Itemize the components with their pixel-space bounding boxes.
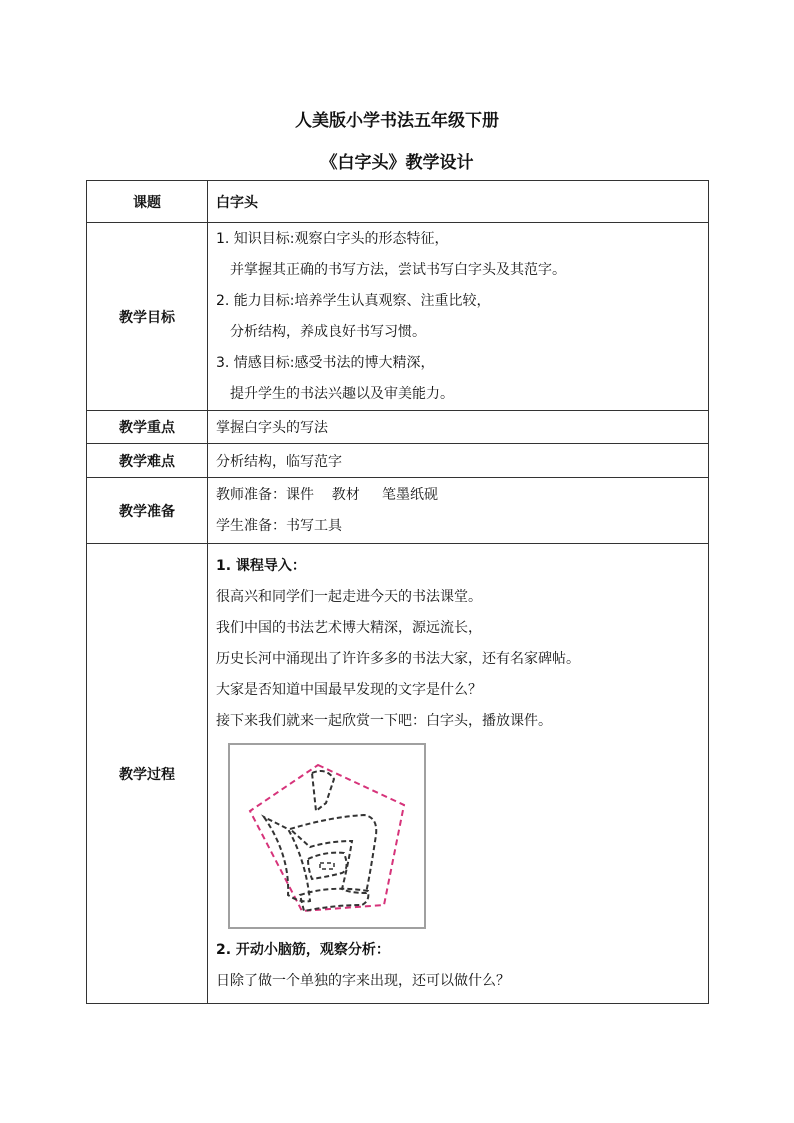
process-line: 历史长河中涌现出了许许多多的书法大家，还有名家碑帖。 [216,650,580,667]
goal-line: 1. 知识目标:观察白字头的形态特征， [216,230,449,247]
stroke-middle-inner [320,863,334,869]
stroke-dot [312,771,334,811]
label-difficulty: 教学难点 [87,444,208,478]
section-heading-analysis: 2. 开动小脑筋，观察分析： [216,941,390,958]
row-key-point [87,411,709,444]
bai-character-outline-image [230,745,424,927]
row-difficulty [87,444,709,478]
value-preparation [208,478,709,544]
process-line: 日除了做一个单独的字来出现，还可以做什么？ [216,972,510,989]
stroke-middle [308,852,347,878]
document-title: 人美版小学书法五年级下册 [295,111,499,131]
process-line: 很高兴和同学们一起走进今天的书法课堂。 [216,588,482,605]
label-key-point: 教学重点 [87,411,208,444]
document-subtitle: 《白字头》教学设计 [320,153,474,173]
row-process [87,544,709,1004]
value-topic: 白字头 [208,181,709,223]
character-figure [228,743,426,929]
stroke-top-right [290,815,376,893]
goal-line: 2. 能力目标:培养学生认真观察、注重比较， [216,292,491,309]
value-key-point: 掌握白字头的写法 [208,411,709,444]
goal-line: 并掌握其正确的书写方法，尝试书写白字头及其范字。 [230,261,566,278]
process-line: 接下来我们就来一起欣赏一下吧：白字头，播放课件。 [216,712,552,729]
label-preparation: 教学准备 [87,478,208,544]
label-goals: 教学目标 [87,223,208,411]
row-topic [87,181,709,223]
value-difficulty: 分析结构，临写范字 [208,444,709,478]
goal-line: 3. 情感目标:感受书法的博大精深， [216,354,435,371]
goal-line: 提升学生的书法兴趣以及审美能力。 [230,385,454,402]
value-goals [208,223,709,411]
goal-line: 分析结构，养成良好书写习惯。 [230,323,426,340]
section-heading-intro: 1. 课程导入： [216,557,306,574]
student-preparation: 学生准备：书写工具 [216,517,342,534]
row-goals [87,223,709,411]
label-topic: 课题 [87,181,208,223]
process-line: 大家是否知道中国最早发现的文字是什么？ [216,681,482,698]
process-line: 我们中国的书法艺术博大精深，源远流长， [216,619,482,636]
row-preparation [87,478,709,544]
stroke-left [264,817,310,901]
label-process: 教学过程 [87,544,208,1004]
lesson-plan-table [86,180,709,1004]
teacher-preparation: 教师准备：课件 教材 笔墨纸砚 [216,486,439,503]
value-process [208,544,709,1004]
